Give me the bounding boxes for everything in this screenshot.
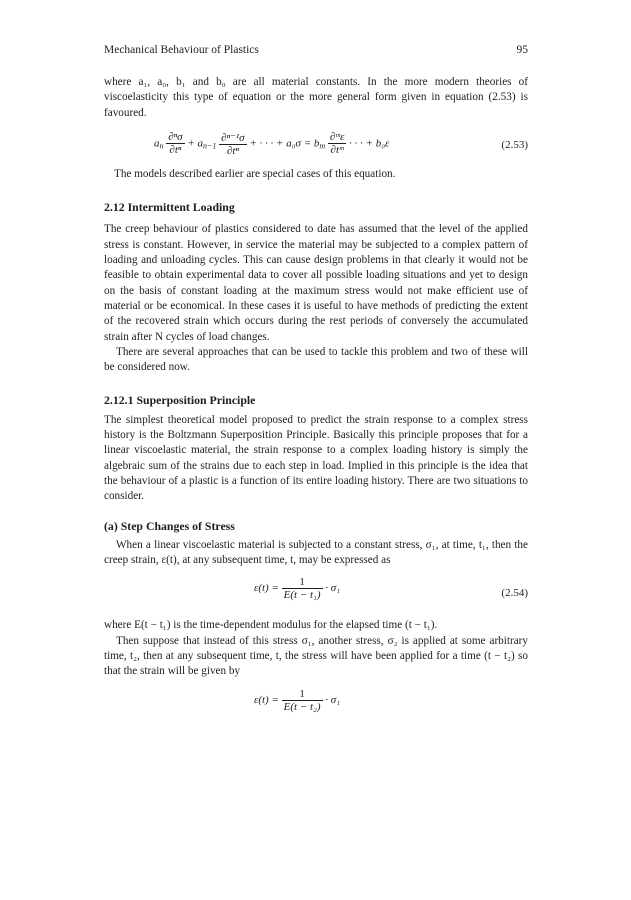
eq-final-frac [282,688,323,713]
eq-frac-1-num: ∂ⁿσ [168,131,183,144]
eq-mid: + · · · + a₀σ = b [249,137,320,150]
eq-final-den: E(t − t₂) [283,700,321,713]
equation-final [104,688,528,726]
section-2-12-1-para-1: The simplest theoretical model proposed to predict the strain response to a complex stress history is the Boltzmann Superposition Principle. Basically this principle proposes that for a linear viscoelastic material, the strain response to a complex loading history is simply the algebraic sum of the strains due to each step in load. Implied in this principle is the idea that the behaviour of a plastic is a function of its entire loading history. There are two situations to consider. [104,413,528,503]
section-2-12-heading: 2.12 Intermittent Loading [104,200,235,215]
eq-final-lhs: ε(t) = [254,693,279,706]
section-2-12-para-2: There are several approaches that can be used to tackle this problem and two of these will be considered now. [104,345,528,374]
eq-frac-1 [166,131,184,156]
section-a-para-2: where E(t − t₁) is the time-dependent modulus for the elapsed time (t − t₁). [104,619,438,632]
section-2-12-1-heading: 2.12.1 Superposition Principle [104,393,256,408]
equation-2-54 [104,576,528,614]
eq-frac-3-den: ∂tᵐ [330,144,344,157]
eq-254-den: E(t − t₁) [283,589,321,602]
eq-bm-sub: m [319,141,326,151]
eq-frac-3-num: ∂ᵐε [329,131,345,144]
eq-an-sub: n [159,141,164,151]
eq-frac-1-den: ∂tⁿ [169,144,182,157]
eq-frac-2-num: ∂ⁿ⁻¹σ [221,131,245,144]
models-paragraph: The models described earlier are special cases of this equation. [114,167,396,180]
eq-254-frac [282,576,323,601]
section-a-para-1: When a linear viscoelastic material is subjected to a constant stress, σ₁, at time, t₁, then the creep strain, ε(t), at any subsequent time, t, may be expressed as [104,538,528,567]
equation-2-53: $a_n$ $\frac{\text{∂ⁿσ}}{\text{∂tⁿ}}$ + $a_{n-1}$ $\frac{\text{∂ⁿ⁻¹σ}}{\text{∂tⁿ}}$ + · · · + $a_0\sigma = b_m$ $\frac{\text{∂ᵐε}}{\text{∂tᵐ}}$ · · · + b₀ε (2.53) [154,131,528,157]
eq-final-rhs: · σ₁ [325,693,341,706]
header-title: Mechanical Behaviour of Plastics [104,44,259,56]
eq-frac-3 [328,131,346,156]
page-content [104,44,528,726]
section-a-heading: (a) Step Changes of Stress [104,518,235,533]
section-a-para-3: Then suppose that instead of this stress σ₁, another stress, σ₂ is applied at some arbitrary time, t₂, then at any subsequent time, t, the stress will have been applied for a time (t − t₂) so that the strain will be given by [104,634,528,678]
eq-tail: · · · + b₀ε [349,137,390,150]
eq-2-53-label: (2.53) [501,138,528,151]
section-2-12-para-1: The creep behaviour of plastics considered to date has assumed that the level of the applied stress is constant. However, in service the material may be subjected to a complex pattern of loading and unloading cycles. This can cause design problems in that clearly it would not be feasible to obtain experimental data to cover all possible loading situations and yet to design on the basis of constant loading at the maximum stress would not make efficient use of material or be economical. In these cases it is useful to have methods of predicting the extent of the recovered strain which occurs during the rest periods of conversely the accumulated strain after N cycles of load changes. [104,223,528,343]
eq-an: a [154,137,160,150]
intro-paragraph: where a₁, a₀, b₁ and b₀ are all material constants. In the more modern theories of viscoelasticity this type of equation or the more general form given in equation (2.53) is favoured. [104,76,528,119]
running-header [104,44,528,64]
eq-254-lhs: ε(t) = [254,582,279,595]
eq-an1-sub: n−1 [203,141,217,151]
eq-frac-2-den: ∂tⁿ [226,144,239,157]
eq-frac-2 [219,131,246,157]
eq-254-rhs: · σ₁ [325,582,341,595]
eq-an1: a [197,137,204,150]
eq-254-num: 1 [282,576,323,589]
page-number: 95 [516,44,528,56]
eq-2-54-label: (2.54) [501,587,528,600]
eq-final-num: 1 [282,688,323,701]
